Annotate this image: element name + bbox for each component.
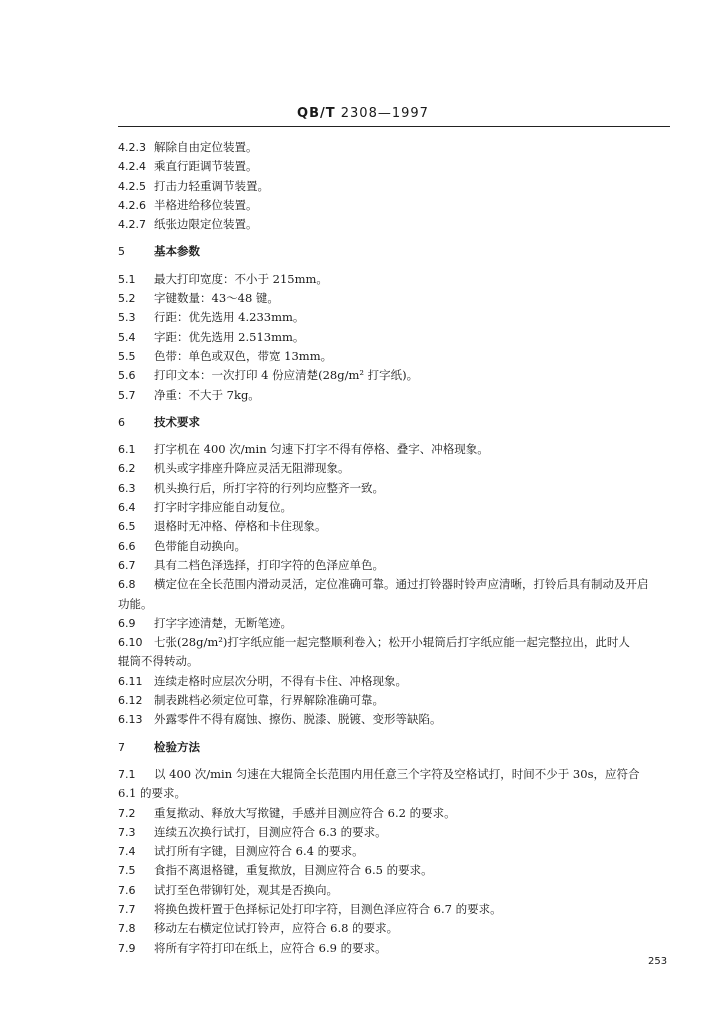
clause-row: 4.2.7 纸张边限定位装置。 <box>118 217 258 232</box>
clause-row: 4.2.6 半格进给移位装置。 <box>118 197 258 212</box>
clause-row: 7.7 将换色拨杆置于色择标记处打印字符，目测色泽应符合 6.7 的要求。 <box>118 901 502 916</box>
standard-code: QB/T <box>297 106 336 121</box>
page-number: 253 <box>648 956 668 967</box>
standard-number: 2308—1997 <box>340 106 429 121</box>
clause-continuation: 6.1 的要求。 <box>118 786 186 801</box>
clause-row: 7.9 将所有字符打印在纸上，应符合 6.9 的要求。 <box>118 940 387 955</box>
clause-row: 5.1 最大打印宽度：不小于 215mm。 <box>118 271 328 286</box>
clause-row: 7.2 重复揿动、释放大写揿键，手感并目测应符合 6.2 的要求。 <box>118 805 456 820</box>
section-heading-6: 6 技术要求 <box>118 414 200 429</box>
clause-row: 6.10 七张(28g/m²)打字纸应能一起完整顺利卷入；松开小辊筒后打字纸应能一起完整拉出，此时人 <box>118 635 630 650</box>
clause-row: 6.11 连续走格时应层次分明，不得有卡住、冲格现象。 <box>118 673 407 688</box>
document-body <box>118 138 684 958</box>
clause-row: 6.3 机头换行后，所打字符的行列均应整齐一致。 <box>118 480 384 495</box>
clause-row: 7.6 试打至色带铆钉处，观其是否换向。 <box>118 882 338 897</box>
clause-row: 5.4 字距：优先选用 2.513mm。 <box>118 329 305 344</box>
clause-row: 6.4 打字时字排应能自动复位。 <box>118 500 292 515</box>
clause-row: 6.12 制表跳档必须定位可靠，行界解除准确可靠。 <box>118 693 384 708</box>
clause-row: 6.13 外露零件不得有腐蚀、擦伤、脱漆、脱镀、变形等缺陷。 <box>118 712 442 727</box>
clause-row: 6.2 机头或字排座升降应灵活无阻滞现象。 <box>118 461 350 476</box>
clause-row: 6.7 具有二档色泽选择，打印字符的色泽应单色。 <box>118 557 384 572</box>
standard-header <box>0 106 726 121</box>
clause-row: 4.2.4 乘直行距调节装置。 <box>118 159 258 174</box>
clause-continuation: 辊筒不得转动。 <box>118 654 199 669</box>
clause-row: 7.5 食指不离退格键，重复揿放，目测应符合 6.5 的要求。 <box>118 863 433 878</box>
clause-row: 6.8 横定位在全长范围内滑动灵活，定位准确可靠。通过打铃器时铃声应清晰，打铃后具有制动及开启 <box>118 577 649 592</box>
clause-row: 6.9 打字字迹清楚，无断笔迹。 <box>118 615 292 630</box>
clause-row: 7.1 以 400 次/min 匀速在大辊筒全长范围内用任意三个字符及空格试打，时间不少于 30s，应符合 <box>118 766 640 781</box>
clause-continuation: 功能。 <box>118 596 153 611</box>
clause-row: 6.5 退格时无冲格、停格和卡住现象。 <box>118 519 327 534</box>
clause-row: 7.4 试打所有字键，目测应符合 6.4 的要求。 <box>118 844 364 859</box>
clause-row: 4.2.5 打击力轻重调节装置。 <box>118 178 269 193</box>
clause-row: 5.5 色带：单色或双色，带宽 13mm。 <box>118 348 333 363</box>
clause-row: 5.7 净重：不大于 7kg。 <box>118 387 260 402</box>
clause-row: 7.8 移动左右横定位试打铃声，应符合 6.8 的要求。 <box>118 921 399 936</box>
clause-row: 6.6 色带能自动换向。 <box>118 538 246 553</box>
clause-row: 5.2 字键数量：43～48 键。 <box>118 291 279 306</box>
clause-row: 5.3 行距：优先选用 4.233mm。 <box>118 310 305 325</box>
section-heading-5: 5 基本参数 <box>118 244 200 259</box>
clause-row: 6.1 打字机在 400 次/min 匀速下打字不得有停格、叠字、冲格现象。 <box>118 442 489 457</box>
clause-row: 4.2.3 解除自由定位装置。 <box>118 140 258 154</box>
clause-row: 7.3 连续五次换行试打，目测应符合 6.3 的要求。 <box>118 824 387 839</box>
header-rule <box>118 126 670 127</box>
section-heading-7: 7 检验方法 <box>118 739 200 754</box>
clause-row: 5.6 打印文本：一次打印 4 份应清楚(28g/m² 打字纸)。 <box>118 368 419 383</box>
